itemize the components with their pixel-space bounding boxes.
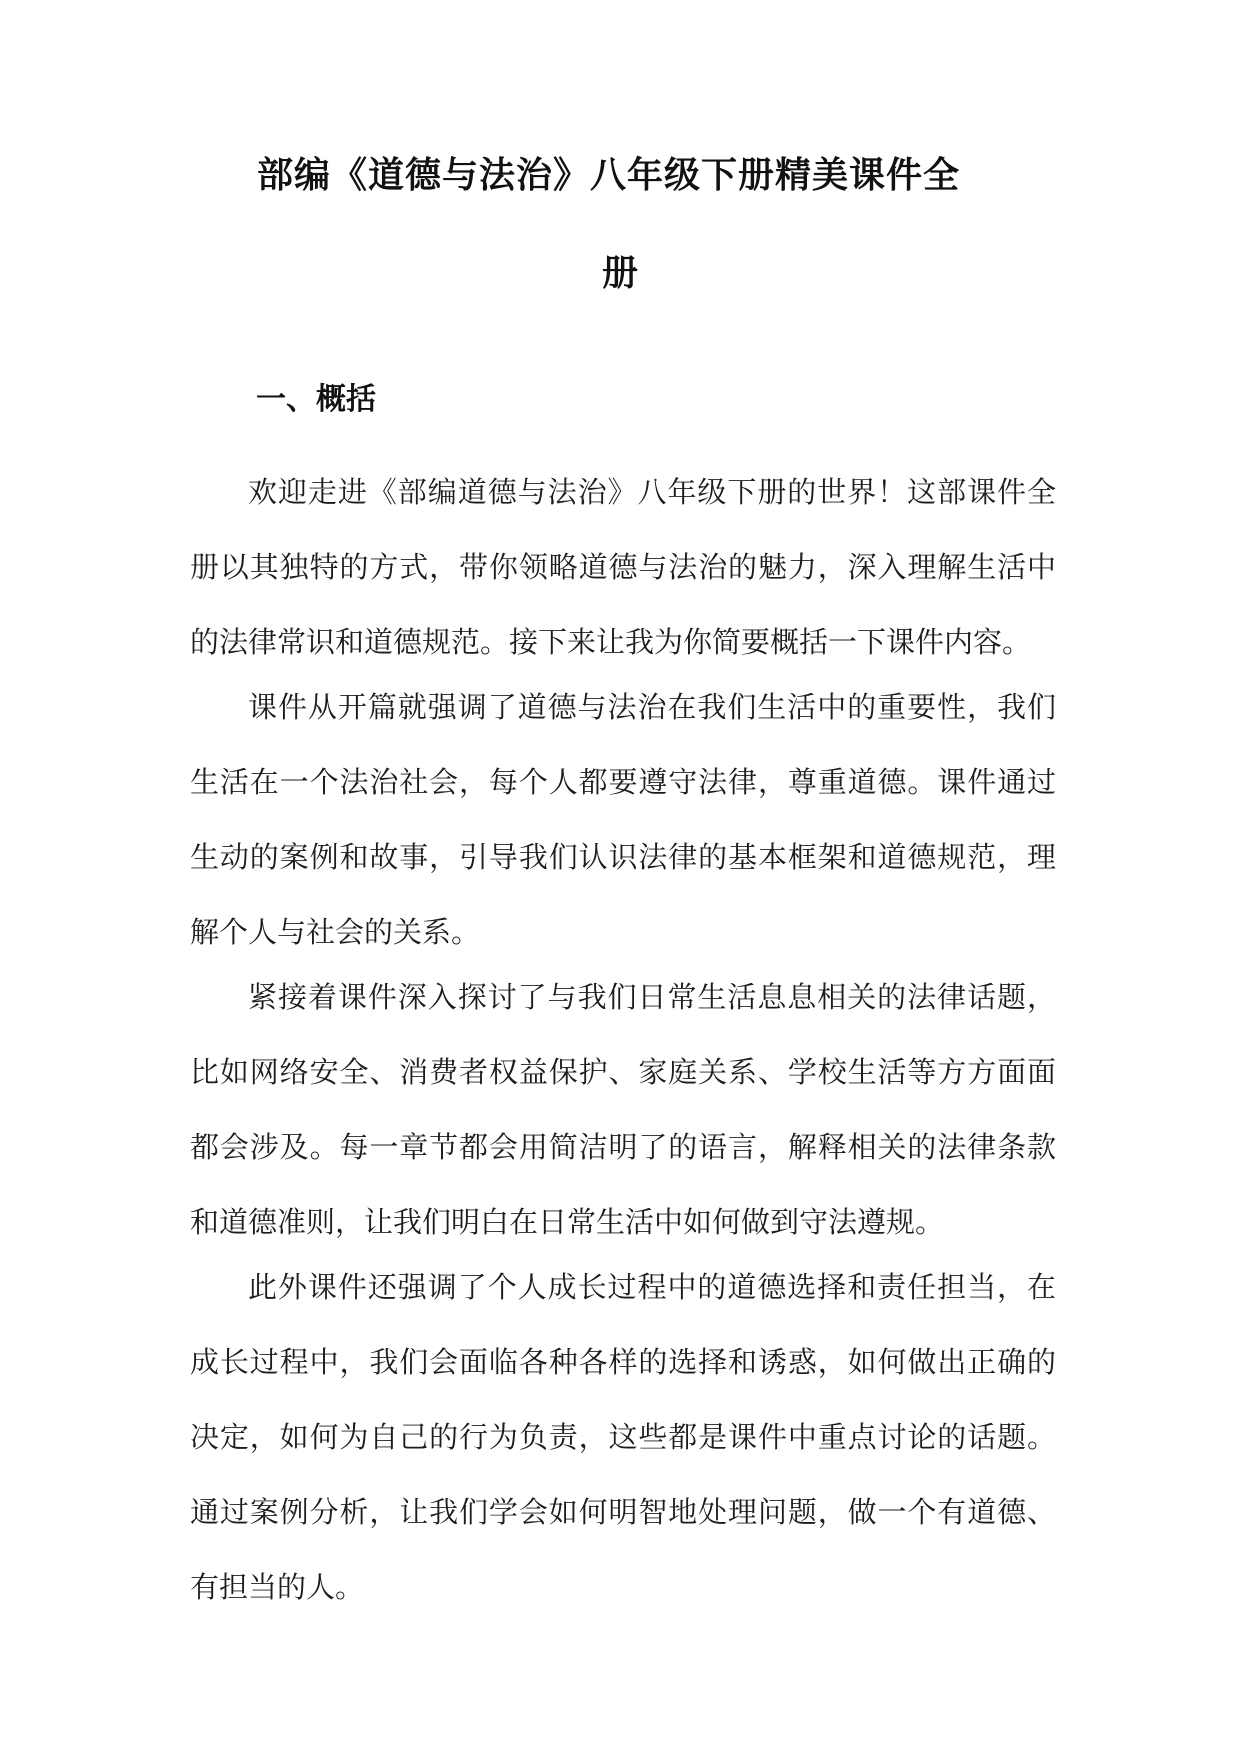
body-paragraph: 紧接着课件深入探讨了与我们日常生活息息相关的法律话题，比如网络安全、消费者权益保护、家庭关系、学校生活等方方面面都会涉及。每一章节都会用简洁明了的语言，解释相关的法律条款和道德准则，让我们明白在日常生活中如何做到守法遵规。 xyxy=(190,980,1056,1239)
body-paragraph: 此外课件还强调了个人成长过程中的道德选择和责任担当，在成长过程中，我们会面临各种各样的选择和诱惑，如何做出正确的决定，如何为自己的行为负责，这些都是课件中重点讨论的话题。通过案例分析，让我们学会如何明智地处理问题，做一个有道德、有担当的人。 xyxy=(190,1270,1056,1604)
body-paragraph: 欢迎走进《部编道德与法治》八年级下册的世界！这部课件全册以其独特的方式，带你领略道德与法治的魅力，深入理解生活中的法律常识和道德规范。接下来让我为你简要概括一下课件内容。 xyxy=(190,475,1056,659)
document-title-line-2: 册 xyxy=(601,253,639,294)
section-heading-summary: 一、概括 xyxy=(256,382,376,417)
body-paragraph: 课件从开篇就强调了道德与法治在我们生活中的重要性，我们生活在一个法治社会，每个人都要遵守法律，尊重道德。课件通过生动的案例和故事，引导我们认识法律的基本框架和道德规范，理解个人与社会的关系。 xyxy=(190,690,1056,949)
document-title-line-1: 部编《道德与法治》八年级下册精美课件全 xyxy=(256,155,960,196)
